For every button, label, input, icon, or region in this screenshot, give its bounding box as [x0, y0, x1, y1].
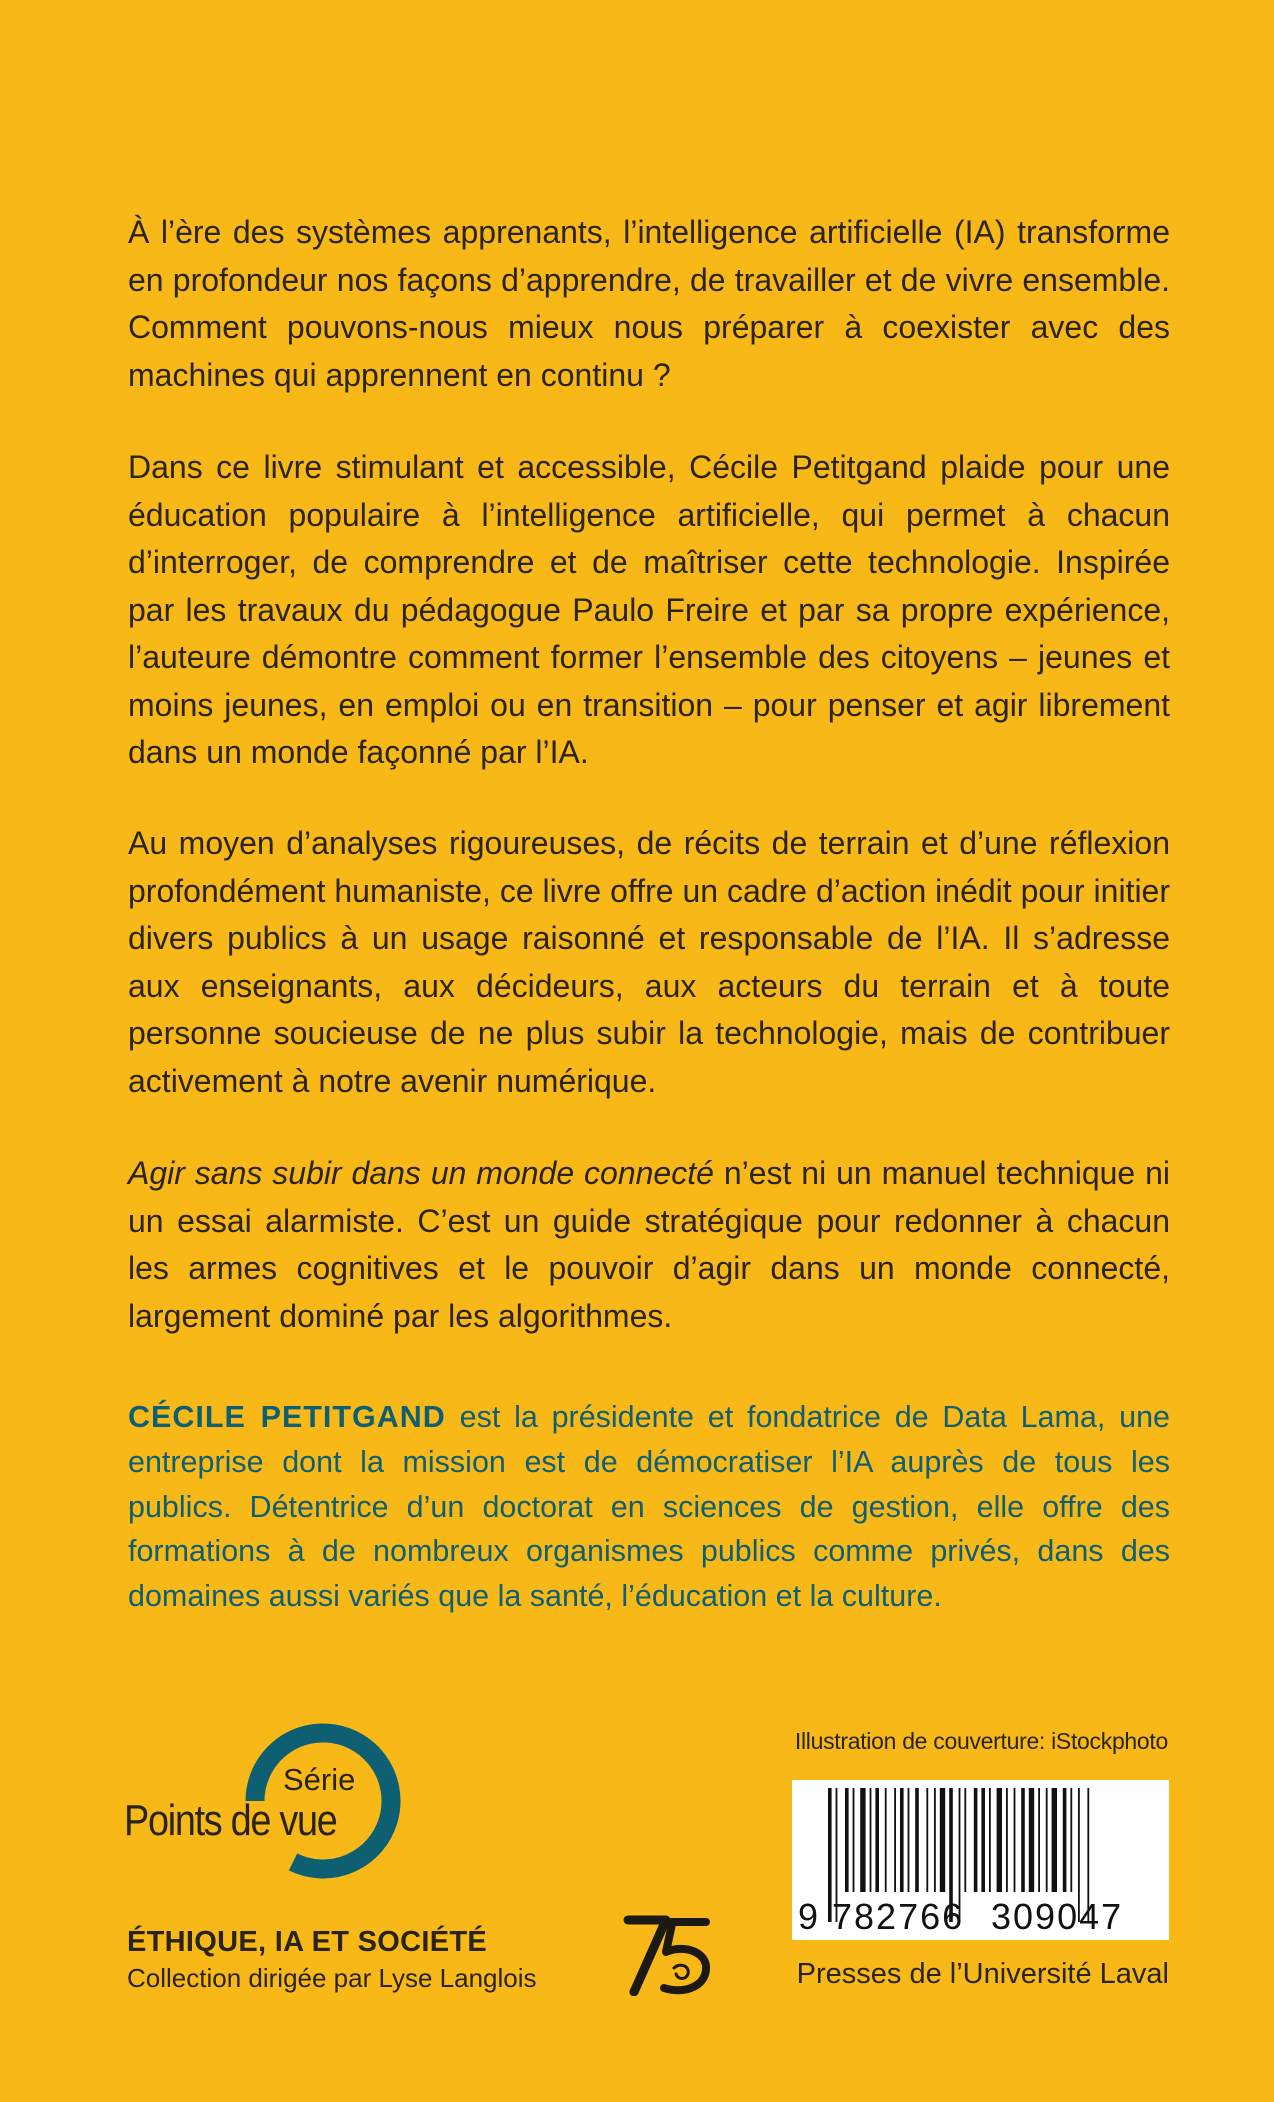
series-name: Points de vue	[124, 1796, 337, 1845]
isbn-right-group: 309047	[991, 1896, 1124, 1937]
author-bio-text: est la présidente et fondatrice de Data Lama, une entreprise dont la mission est de démocratiser l’IA auprès de tous les publics. Détentrice d’un doctorat en sciences de gestion, elle offre des formations à de nombreux organismes publics comme privés, dans des domaines aussi variés que la santé, l’éducation et la culture.	[128, 1400, 1170, 1614]
barcode-bar	[1038, 1788, 1040, 1892]
barcode-bar	[964, 1788, 966, 1892]
isbn-barcode	[792, 1780, 1169, 1940]
barcode-bar	[870, 1788, 872, 1892]
barcode-bar	[1046, 1788, 1048, 1892]
barcode-bar	[900, 1788, 904, 1892]
barcode-bar	[981, 1788, 985, 1892]
barcode-bar	[845, 1788, 849, 1892]
author-name: CÉCILE PETITGAND	[128, 1400, 446, 1434]
barcode-bar	[989, 1788, 991, 1892]
barcode-bar	[926, 1788, 928, 1892]
book-title: Agir sans subir dans un monde connecté	[128, 1155, 714, 1191]
barcode-bar	[908, 1788, 910, 1892]
collection-title: ÉTHIQUE, IA ET SOCIÉTÉ	[127, 1926, 488, 1958]
method-paragraph: Au moyen d’analyses rigoureuses, de récits de terrain et d’une réflexion profondément humaniste, ce livre offre un cadre d’action inédit pour initier divers publics à un usage raisonné et responsable de l’IA. Il s’adresse aux enseignants, aux décideurs, aux acteurs du terrain et à toute personne soucieuse de ne plus subir la technologie, mais de contribuer activement à notre avenir numérique.	[128, 825, 1170, 1099]
isbn-left-group: 782766	[832, 1896, 965, 1937]
barcode-bar	[1063, 1788, 1067, 1892]
barcode-bar	[1070, 1788, 1072, 1892]
series-label: Série	[283, 1762, 356, 1797]
barcode-bar	[860, 1788, 865, 1892]
publisher-name: Presses de l’Université Laval	[796, 1958, 1169, 1990]
barcode-bar	[997, 1788, 1002, 1892]
closing-text: n’est ni un manuel technique ni un essai alarmiste. C’est un guide stratégique pour redonner à chacun les armes cognitives et le pouvoir d’agir dans un monde connecté, largement dominé par les algorithmes.	[128, 1155, 1171, 1334]
barcode-bar	[1029, 1788, 1034, 1892]
barcode-bar	[1014, 1788, 1016, 1892]
barcode-bar	[1021, 1788, 1025, 1892]
barcode-bar	[1052, 1788, 1057, 1892]
barcode-bar	[875, 1788, 879, 1892]
isbn-first-digit: 9	[798, 1896, 819, 1937]
barcode-bar	[885, 1788, 887, 1892]
summary-paragraph: Dans ce livre stimulant et accessible, Cécile Petitgand plaide pour une éducation populaire à l’intelligence artificielle, qui permet à chacun d’interroger, de comprendre et de maîtriser cette technologie. Inspirée par les travaux du pédagogue Paulo Freire et par sa propre expérience, l’auteure démontre comment former l’ensemble des citoyens – jeunes et moins jeunes, en emploi ou en transition – pour penser et agir librement dans un monde façonné par l’IA.	[128, 449, 1170, 770]
barcode-bar	[894, 1788, 896, 1892]
illustration-credit: Illustration de couverture: iStockphoto	[794, 1728, 1168, 1754]
barcode-bar	[934, 1788, 936, 1892]
barcode-bar	[940, 1788, 945, 1892]
barcode-bar	[1006, 1788, 1008, 1892]
collection-editor: Collection dirigée par Lyse Langlois	[127, 1963, 537, 1993]
barcode-bar	[853, 1788, 855, 1892]
barcode-bar	[915, 1788, 919, 1892]
barcode-bar	[974, 1788, 978, 1892]
author-bio	[128, 1395, 1170, 1619]
anniversary-75-logo-icon	[620, 1912, 720, 1996]
intro-paragraph: À l’ère des systèmes apprenants, l’intelligence artificielle (IA) transforme en profondeur nos façons d’apprendre, de travailler et de vivre ensemble. Comment pouvons-nous mieux nous préparer à coexister avec des machines qui apprennent en continu ?	[128, 214, 1170, 393]
closing-paragraph	[128, 1150, 1170, 1340]
